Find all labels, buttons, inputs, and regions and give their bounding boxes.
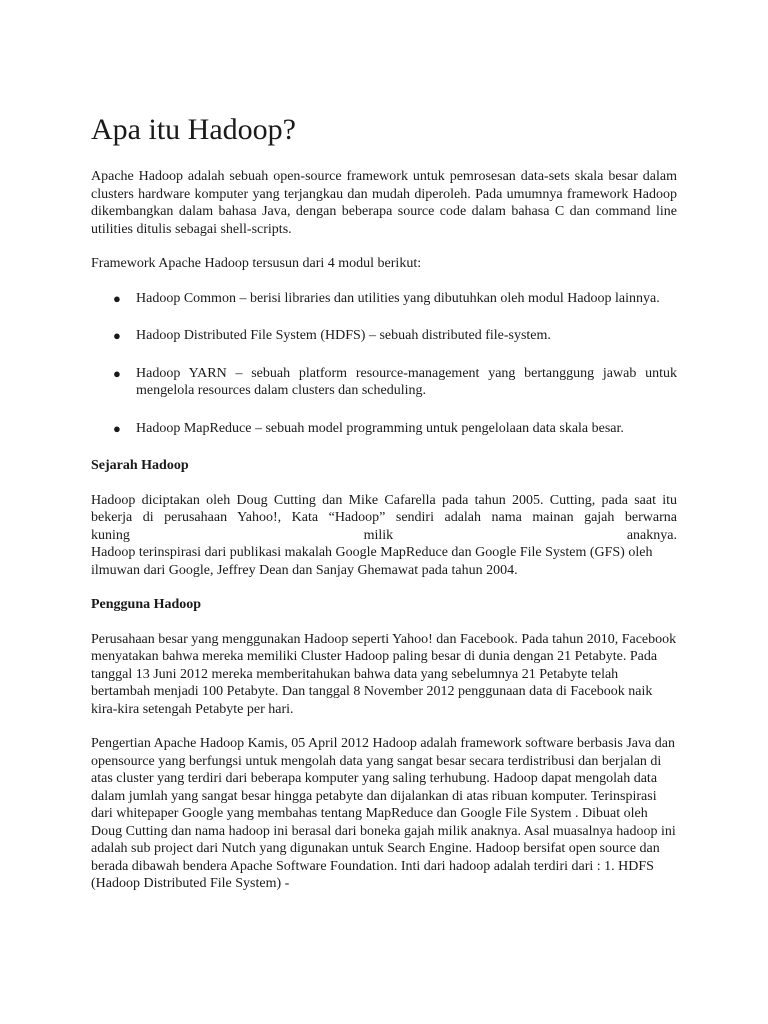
bullet-icon: ● [113,328,121,343]
pengguna-heading: Pengguna Hadoop [91,597,202,612]
intro-paragraph: Apache Hadoop adalah sebuah open-source framework untuk pemrosesan data-sets skala besar dalam clusters hardware komputer yang terjangkau dan mudah diperoleh. Pada umumnya framework Hadoop dikembangkan dalam bahasa Java, dengan beberapa source code dalam bahasa C dan command line utilities ditulis sebagai shell-scripts. [91,169,677,237]
list-item-text: Hadoop Common – berisi libraries dan utilities yang dibutuhkan oleh modul Hadoop lainnya. [136,290,660,306]
list-item-text: Hadoop YARN – sebuah platform resource-management yang bertanggung jawab untuk mengelola resources dalam clusters dan scheduling. [136,365,677,398]
page-title: Apa itu Hadoop? [91,113,296,146]
bullet-icon: ● [113,365,121,381]
modules-intro: Framework Apache Hadoop tersusun dari 4 modul berikut: [91,256,422,271]
bullet-icon: ● [113,290,121,306]
pengguna-paragraph-2: Pengertian Apache Hadoop Kamis, 05 April 2012 Hadoop adalah framework software berbasis Java dan opensource yang berfungsi untuk mengolah data yang sangat besar secara terdistribusi dan berjalan di atas cluster yang terdiri dari beberapa komputer yang saling terhubung. Hadoop dapat mengolah data dalam jumlah yang sangat besar hingga petabyte dan dijalankan di atas ribuan komputer. Terinspirasi dari whitepaper Google yang membahas tentang MapReduce dan Google File System . Dibuat oleh Doug Cutting dan nama hadoop ini berasal dari boneka gajah milik anaknya. Asal muasalnya hadoop ini adalah sub project dari Nutch yang digunakan untuk Search Engine. Hadoop bersifat open source dan berada dibawah bendera Apache Software Foundation. Inti dari hadoop adalah terdiri dari : 1. HDFS (Hadoop Distributed File System) - [91,736,676,891]
list-item-text: Hadoop Distributed File System (HDFS) – sebuah distributed file-system. [136,328,551,343]
list-item [113,290,677,308]
spread-word: kuning [91,527,130,543]
sejarah-line-2: Hadoop terinspirasi dari publikasi makalah Google MapReduce dan Google File System (GFS) oleh ilmuwan dari Google, Jeffrey Dean dan Sanjay Ghemawat pada tahun 2004. [91,545,653,578]
spread-word: anaknya. [626,527,677,543]
sejarah-paragraph [91,492,677,580]
spread-word: milik [363,527,394,543]
sejarah-spread-line [91,527,677,545]
bullet-icon: ● [113,420,121,436]
sejarah-line-1: Hadoop diciptakan oleh Doug Cutting dan Mike Cafarella pada tahun 2005. Cutting, pada saat itu bekerja di perusahaan Yahoo!, Kata “Hadoop” sendiri adalah nama mainan gajah berwarna [91,492,677,525]
pengguna-paragraph-1: Perusahaan besar yang menggunakan Hadoop seperti Yahoo! dan Facebook. Pada tahun 2010, Facebook menyatakan bahwa mereka memiliki Cluster Hadoop paling besar di dunia dengan 21 Petabyte. Pada tanggal 13 Juni 2012 mereka memberitahukan bahwa data yang sebelumnya 21 Petabyte telah bertambah menjadi 100 Petabyte. Dan tanggal 8 November 2012 penggunaan data di Facebook naik kira-kira setengah Petabyte per hari. [91,631,677,717]
list-item-text: Hadoop MapReduce – sebuah model programming untuk pengelolaan data skala besar. [136,420,624,436]
modules-list [91,290,677,438]
list-item [113,365,677,400]
list-item [113,420,677,438]
sejarah-heading: Sejarah Hadoop [91,458,189,473]
list-item [113,327,677,345]
